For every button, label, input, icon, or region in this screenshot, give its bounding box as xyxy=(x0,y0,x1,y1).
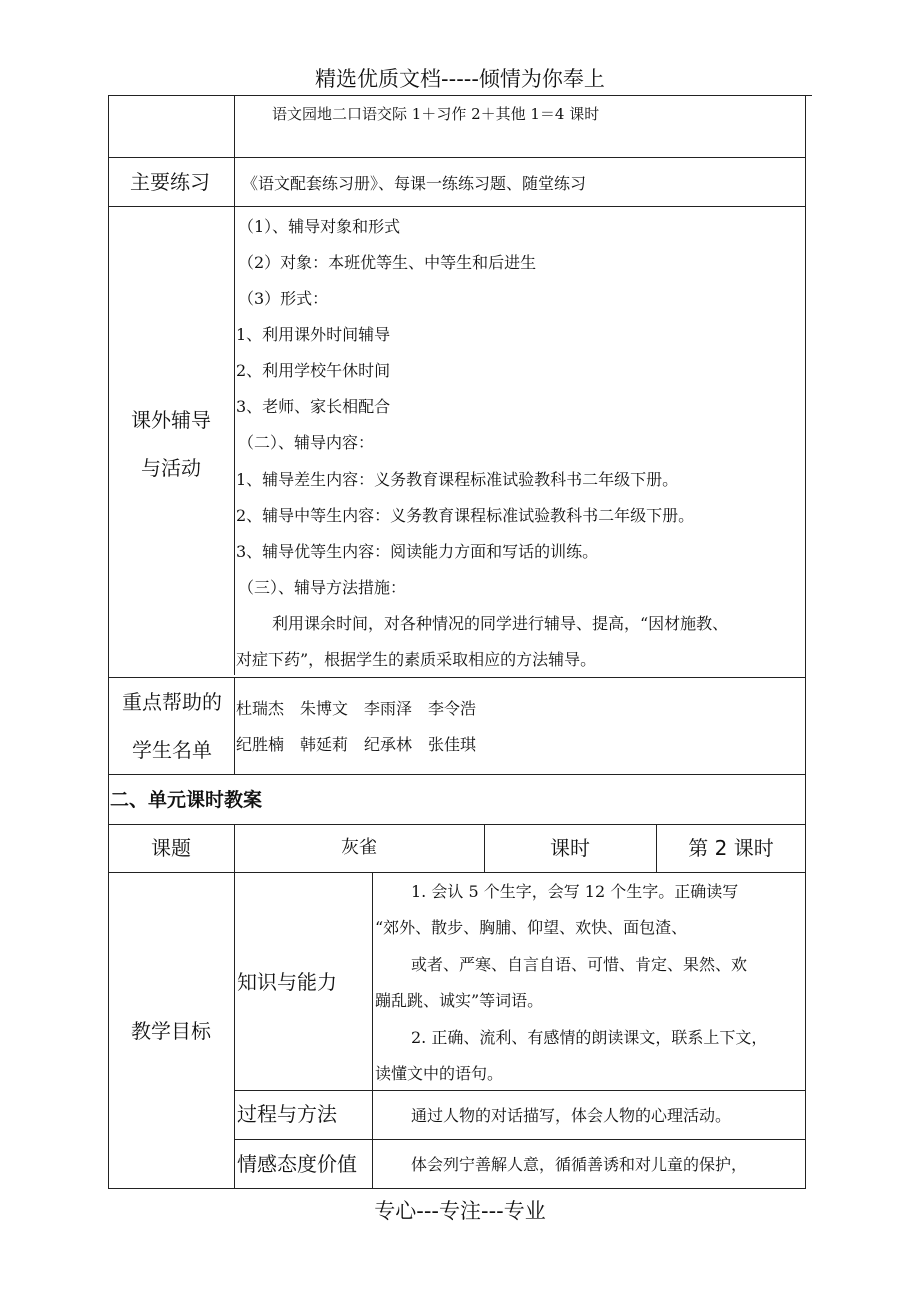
page-footer: 专心---专注---专业 xyxy=(374,1199,546,1223)
section-title: 二、单元课时教案 xyxy=(110,789,263,811)
tutoring-line: 对症下药”，根据学生的素质采取相应的方法辅导。 xyxy=(236,650,597,669)
practice-label: 主要练习 xyxy=(130,170,210,194)
student-names-row: 纪胜楠 韩延莉 纪承林 张佳琪 xyxy=(236,735,477,754)
tutoring-label-line1: 课外辅导 xyxy=(131,408,211,432)
page-header: 精选优质文档-----倾情为你奉上 xyxy=(315,67,605,91)
tutoring-line: （3）形式： xyxy=(238,289,329,308)
knowledge-line: 或者、严寒、自言自语、可惜、肯定、果然、欢 xyxy=(411,955,748,974)
row-divider xyxy=(234,1139,806,1140)
row-divider xyxy=(108,824,806,825)
tutoring-line: （三）、辅导方法措施： xyxy=(238,578,407,597)
row-divider xyxy=(108,206,806,207)
row-divider xyxy=(234,1090,806,1091)
knowledge-line: 读懂文中的语句。 xyxy=(375,1064,504,1083)
practice-text: 《语文配套练习册》、每课一练练习题、随堂练习 xyxy=(242,174,587,193)
students-label-line1: 重点帮助的 xyxy=(122,690,222,714)
student-names-row: 杜瑞杰 朱博文 李雨泽 李令浩 xyxy=(236,699,477,718)
knowledge-line: “郊外、散步、胸脯、仰望、欢快、面包渣、 xyxy=(375,918,688,937)
top-row-text: 语文园地二口语交际 1＋习作 2＋其他 1＝4 课时 xyxy=(272,105,600,123)
goals-label: 教学目标 xyxy=(131,1019,211,1043)
tutoring-line: 3、老师、家长相配合 xyxy=(236,397,391,416)
tutoring-line: 2、利用学校午休时间 xyxy=(236,361,391,380)
topic-value: 灰雀 xyxy=(341,837,377,858)
knowledge-line: 蹦乱跳、诚实”等词语。 xyxy=(375,991,544,1010)
process-text: 通过人物的对话描写，体会人物的心理活动。 xyxy=(411,1106,732,1125)
tutoring-line: 2、辅导中等生内容：义务教育课程标准试验教科书二年级下册。 xyxy=(236,506,695,525)
col-divider xyxy=(234,824,235,1189)
tutoring-label-line2: 与活动 xyxy=(141,456,201,480)
row-divider xyxy=(108,157,806,158)
tutoring-line: 利用课余时间，对各种情况的同学进行辅导、提高，“因材施教、 xyxy=(272,614,729,633)
knowledge-line: 2. 正确、流利、有感情的朗读课文，联系上下文， xyxy=(411,1028,768,1047)
col-divider xyxy=(234,95,235,675)
col-divider xyxy=(234,677,235,774)
tutoring-line: （二）、辅导内容： xyxy=(238,433,375,452)
tutoring-line: 1、辅导差生内容：义务教育课程标准试验教科书二年级下册。 xyxy=(236,470,679,489)
row-divider xyxy=(108,677,806,678)
row-divider xyxy=(108,774,806,775)
topic-label: 课题 xyxy=(151,836,191,860)
knowledge-label: 知识与能力 xyxy=(237,970,337,994)
row-divider xyxy=(108,872,806,873)
process-label: 过程与方法 xyxy=(237,1102,337,1126)
students-label-line2: 学生名单 xyxy=(132,738,212,762)
tutoring-line: （1）、辅导对象和形式 xyxy=(238,217,401,236)
period-label: 课时 xyxy=(550,836,590,860)
tutoring-line: 1、利用课外时间辅导 xyxy=(236,325,391,344)
tutoring-line: （2）对象：本班优等生、中等生和后进生 xyxy=(238,253,537,272)
knowledge-line: 1. 会认 5 个生字，会写 12 个生字。正确读写 xyxy=(411,882,739,901)
tutoring-line: 3、辅导优等生内容：阅读能力方面和写话的训练。 xyxy=(236,542,599,561)
emotion-text: 体会列宁善解人意，循循善诱和对儿童的保护， xyxy=(411,1155,748,1174)
col-divider xyxy=(372,872,373,1189)
period-value: 第 2 课时 xyxy=(688,836,774,860)
emotion-label: 情感态度价值 xyxy=(237,1152,357,1176)
